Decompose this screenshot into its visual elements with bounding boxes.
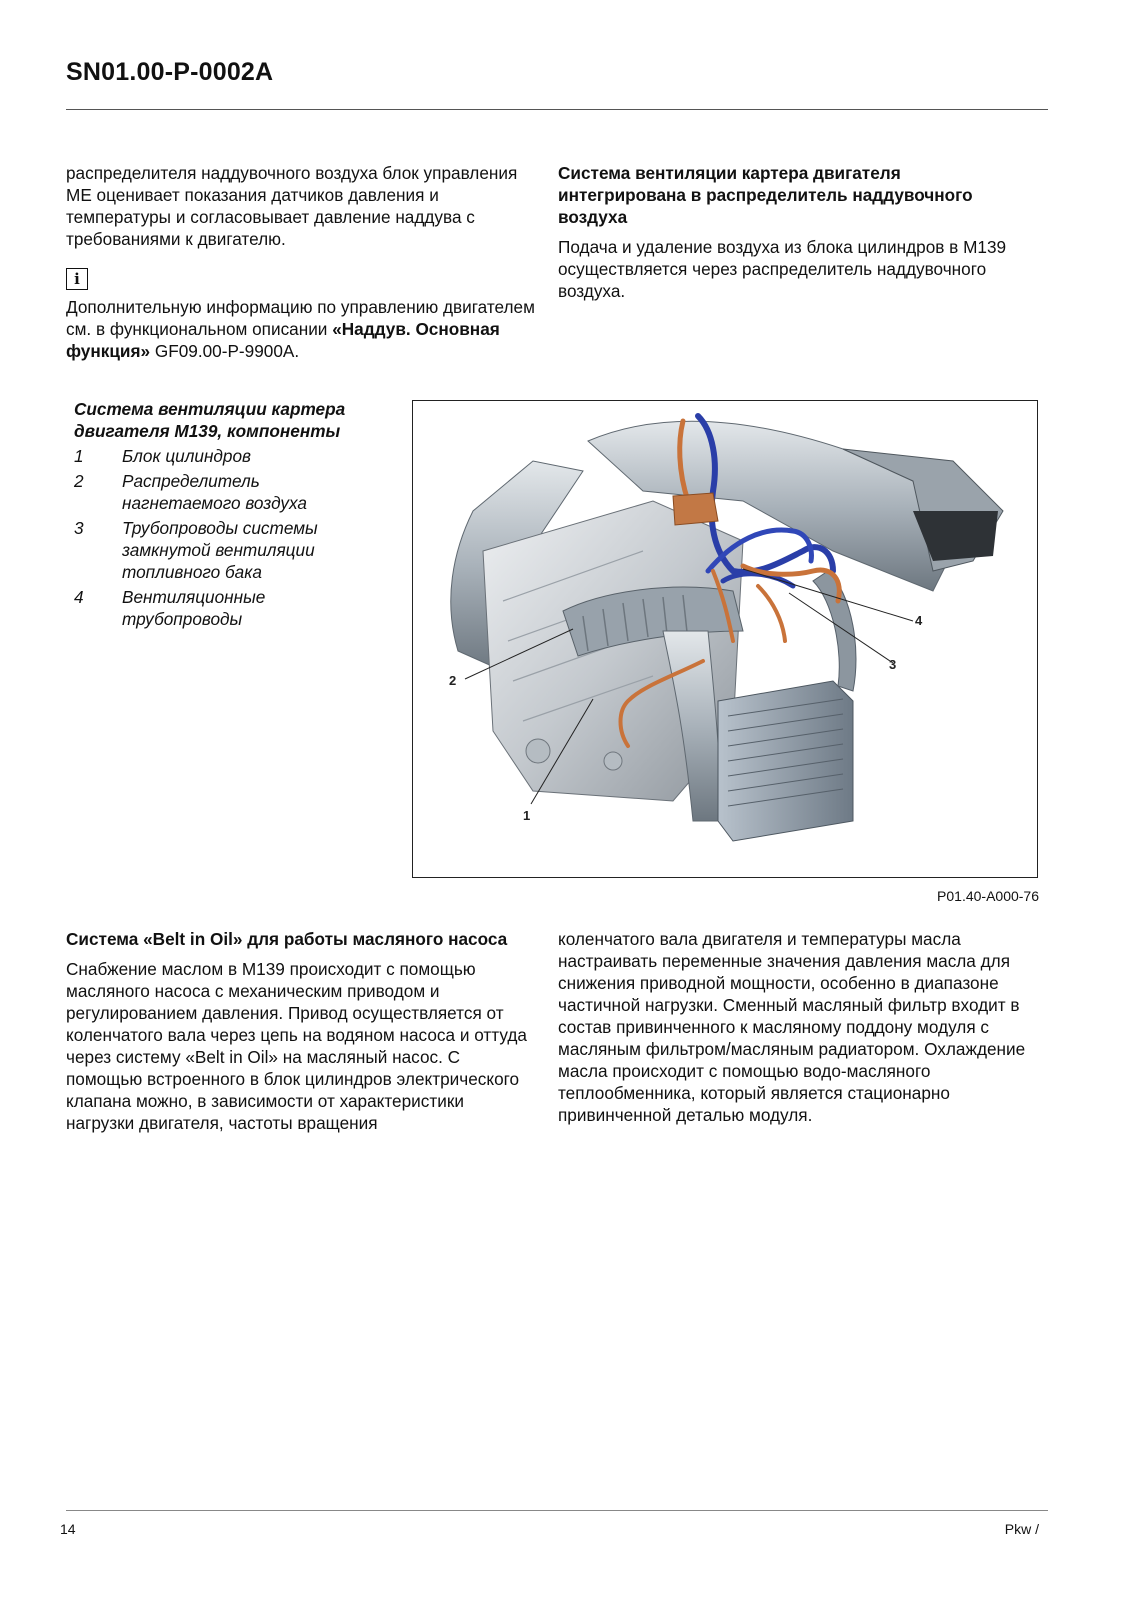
callout-4: 4 bbox=[915, 613, 923, 628]
callout-3: 3 bbox=[889, 657, 897, 672]
legend-number: 3 bbox=[74, 518, 84, 538]
bottom-left-column bbox=[66, 928, 536, 1134]
legend-number: 2 bbox=[74, 471, 84, 491]
legend-item bbox=[74, 470, 374, 514]
belt-in-oil-paragraph: Снабжение маслом в M139 происходит с помощью масляного насоса с механическим приводом и регулированием давления. Привод осуществляется от коленчатого вала через цепь на водяном насоса и оттуда через систему «Belt in Oil» на масляный насос. С помощью встроенного в блок цилиндров электрического клапана можно, в зависимости от характеристики нагрузки двигателя, частоты вращения bbox=[66, 959, 527, 1133]
section-heading-crankcase-ventilation: Система вентиляции картера двигателя интегрирована в распределитель наддувочного воздуха bbox=[558, 163, 973, 227]
figure-reference: P01.40-A000-76 bbox=[937, 888, 1039, 904]
legend-item bbox=[74, 586, 374, 630]
page-number: 14 bbox=[60, 1521, 76, 1537]
figure-legend bbox=[74, 398, 374, 633]
info-icon: i bbox=[66, 268, 88, 290]
top-right-column bbox=[558, 162, 1028, 302]
legend-item bbox=[74, 517, 374, 583]
legend-label: Блок цилиндров bbox=[122, 446, 252, 466]
bottom-right-column bbox=[558, 928, 1030, 1126]
legend-number: 4 bbox=[74, 587, 84, 607]
legend-label: Вентиляционные трубопроводы bbox=[122, 587, 266, 629]
callout-2: 2 bbox=[449, 673, 457, 688]
note-text: Дополнительную информацию по управлению двигателем см. в функциональном описании bbox=[66, 297, 535, 339]
legend-number: 1 bbox=[74, 446, 84, 466]
note-reference: GF09.00-P-9900A. bbox=[150, 341, 300, 361]
document-code: SN01.00-P-0002A bbox=[66, 58, 274, 86]
legend-label: Распределитель нагнетаемого воздуха bbox=[122, 471, 307, 513]
crankcase-ventilation-paragraph: Подача и удаление воздуха из блока цилиндров в M139 осуществляется через распределитель наддувочного воздуха. bbox=[558, 237, 1007, 301]
footer-label: Pkw / bbox=[1004, 1521, 1039, 1537]
engine-illustration bbox=[412, 400, 1038, 878]
header-rule bbox=[66, 109, 1048, 110]
note-paragraph bbox=[66, 296, 536, 362]
intro-paragraph: распределителя наддувочного воздуха блок управления ME оценивает показания датчиков давления и температуры и согласовывает давление наддува с требованиями к двигателю. bbox=[66, 163, 518, 249]
note-link-title: «Наддув. Основная функция» bbox=[66, 319, 500, 361]
legend-title: Система вентиляции картера двигателя M139, компоненты bbox=[74, 399, 346, 441]
callout-1: 1 bbox=[523, 808, 531, 823]
engine-drawing bbox=[413, 401, 1037, 877]
oil-pressure-paragraph: коленчатого вала двигателя и температуры масла настраивать переменные значения давления масла для снижения приводной мощности, особенно в диапазоне частичной нагрузки. Сменный масляный фильтр входит в состав привинченного к масляному поддону модуля с масляным фильтром/масляным радиатором. Охлаждение масла происходит с помощью водо-масляного теплообменника, который является стационарно привинченной деталью модуля. bbox=[558, 929, 1026, 1125]
legend-item bbox=[74, 445, 374, 467]
section-heading-belt-in-oil: Система «Belt in Oil» для работы масляного насоса bbox=[66, 929, 508, 949]
legend-label: Трубопроводы системы замкнутой вентиляции топливного бака bbox=[122, 518, 318, 582]
top-left-column bbox=[66, 162, 536, 362]
footer-rule bbox=[66, 1510, 1048, 1511]
